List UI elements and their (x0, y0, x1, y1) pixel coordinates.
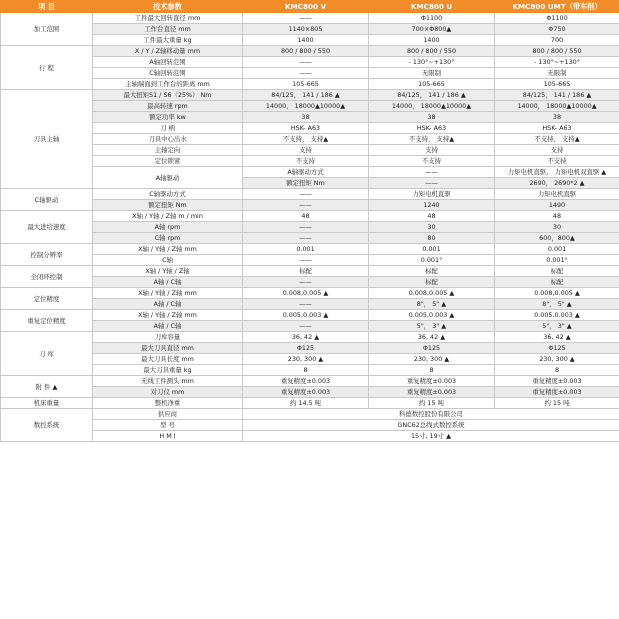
param-cell: 刀库容量 (93, 332, 243, 343)
value-cell: 8 (369, 365, 495, 376)
table-row (1, 277, 619, 288)
value-cell: 8"， 5" ▲ (369, 299, 495, 310)
value-cell: 105-665 (369, 79, 495, 90)
value-cell: 105-665 (495, 79, 619, 90)
table-row (1, 90, 619, 101)
category-cell: 定位精度 (1, 288, 93, 310)
table-row (1, 332, 619, 343)
table-row (1, 200, 619, 211)
value-cell: 2690， 2690*2 ▲ (495, 178, 619, 189)
value-cell: 力矩电机直驱， 力矩电机双直驱 ▲ (495, 167, 619, 178)
param-cell: C轴回转范围 (93, 68, 243, 79)
value-cell: —— (243, 255, 369, 266)
value-cell: Φ750 (495, 24, 619, 35)
param-cell: 供应商 (93, 409, 243, 420)
table-row (1, 167, 619, 178)
table-row (1, 189, 619, 200)
param-cell: A轴 rpm (93, 222, 243, 233)
value-cell: 48 (369, 211, 495, 222)
header-param: 技术参数 (93, 1, 243, 13)
value-cell: 84/125， 141 / 186 ▲ (369, 90, 495, 101)
value-cell: 8 (495, 365, 619, 376)
value-cell: —— (243, 233, 369, 244)
value-cell: 不支持， 支持▲ (495, 134, 619, 145)
value-cell: 80 (369, 233, 495, 244)
value-cell: 标配 (369, 277, 495, 288)
param-cell: C轴 rpm (93, 233, 243, 244)
value-cell: —— (243, 277, 369, 288)
param-cell: 额定功率 kw (93, 112, 243, 123)
value-cell: HSK- A63 (495, 123, 619, 134)
table-row (1, 376, 619, 387)
value-cell: 0.008,0.005 ▲ (243, 288, 369, 299)
value-cell: 14000， 18000▲10000▲ (369, 101, 495, 112)
table-row (1, 244, 619, 255)
value-cell: 230, 300 ▲ (243, 354, 369, 365)
value-cell: 0.008,0.005 ▲ (495, 288, 619, 299)
value-cell: Φ125 (243, 343, 369, 354)
header-model-u: KMC800 U (369, 1, 495, 13)
value-cell: 36, 42 ▲ (243, 332, 369, 343)
param-cell: 主轴端面到工作台的距离 mm (93, 79, 243, 90)
header-row (1, 1, 619, 13)
table-row (1, 387, 619, 398)
category-cell: 附 件 ▲ (1, 376, 93, 398)
value-cell: 不支持， 支持▲ (243, 134, 369, 145)
table-row (1, 211, 619, 222)
value-cell: 科德数控股份有限公司 (243, 409, 619, 420)
value-cell: 1400 (243, 35, 369, 46)
value-cell: 支持 (369, 145, 495, 156)
value-cell: 600，800▲ (495, 233, 619, 244)
value-cell: 30 (369, 222, 495, 233)
value-cell: 38 (495, 112, 619, 123)
param-cell: 最大刀具长度 mm (93, 354, 243, 365)
category-cell: A轴驱动 (93, 167, 243, 189)
value-cell: 8"， 5" ▲ (495, 299, 619, 310)
category-cell: 刀具主轴 (1, 90, 93, 189)
table-row (1, 24, 619, 35)
value-cell: 84/125， 141 / 186 ▲ (243, 90, 369, 101)
table-row (1, 266, 619, 277)
category-cell: 加工范围 (1, 13, 93, 46)
param-cell: 额定扭矩 Nm (93, 200, 243, 211)
value-cell: 36, 42 ▲ (369, 332, 495, 343)
table-row (1, 112, 619, 123)
value-cell: 标配 (495, 266, 619, 277)
param-cell: X轴 / Y轴 / Z轴 (93, 266, 243, 277)
value-cell: HSK- A63 (369, 123, 495, 134)
value-cell: 标配 (243, 266, 369, 277)
value-cell: 不支持 (369, 156, 495, 167)
table-row (1, 79, 619, 90)
header-model-umt: KMC800 UMT（带车削） (495, 1, 619, 13)
value-cell: 0.001 (495, 244, 619, 255)
param-cell: 最大扭矩S1 / S6（25%） Nm (93, 90, 243, 101)
param-cell: 工件最大回转直径 mm (93, 13, 243, 24)
param-cell: 最高转速 rpm (93, 101, 243, 112)
value-cell: 0.001° (369, 255, 495, 266)
param-cell: A轴 / C轴 (93, 299, 243, 310)
table-row (1, 321, 619, 332)
value-cell: HSK- A63 (243, 123, 369, 134)
value-cell: Φ1100 (369, 13, 495, 24)
param-cell: A轴驱动方式 (243, 167, 369, 178)
value-cell: 重复精度±0.003 (243, 387, 369, 398)
value-cell: 8 (243, 365, 369, 376)
value-cell: 15寸, 19寸 ▲ (243, 431, 619, 442)
param-cell: 工件最大重量 kg (93, 35, 243, 46)
value-cell: 无限制 (495, 68, 619, 79)
value-cell: 48 (243, 211, 369, 222)
table-row (1, 222, 619, 233)
value-cell: 重复精度±0.003 (495, 376, 619, 387)
param-cell: 型 号 (93, 420, 243, 431)
param-cell: X轴 / Y轴 / Z轴 mm (93, 288, 243, 299)
value-cell: —— (243, 222, 369, 233)
value-cell: 力矩电机直驱 (369, 189, 495, 200)
param-cell: 工作台直径 mm (93, 24, 243, 35)
value-cell: 0.008,0.005 ▲ (369, 288, 495, 299)
table-row (1, 310, 619, 321)
param-cell: A轴 / C轴 (93, 277, 243, 288)
table-row (1, 409, 619, 420)
value-cell: 力矩电机直驱 (495, 189, 619, 200)
value-cell: 48 (495, 211, 619, 222)
param-cell: C轴 (93, 255, 243, 266)
value-cell: 36, 42 ▲ (495, 332, 619, 343)
category-cell: 刀 库 (1, 332, 93, 376)
param-cell: X / Y / Z轴移动量 mm (93, 46, 243, 57)
value-cell: 14000， 18000▲10000▲ (243, 101, 369, 112)
value-cell: 不支持 (495, 156, 619, 167)
param-cell: X轴 / Y轴 / Z轴 mm (93, 310, 243, 321)
value-cell: Φ1100 (495, 13, 619, 24)
value-cell: 1400 (369, 35, 495, 46)
value-cell: —— (243, 200, 369, 211)
table-row (1, 145, 619, 156)
param-cell: A轴回转范围 (93, 57, 243, 68)
value-cell: 230, 300 ▲ (495, 354, 619, 365)
value-cell: 0.001 (369, 244, 495, 255)
value-cell: 700 (495, 35, 619, 46)
table-row (1, 343, 619, 354)
table-row (1, 13, 619, 24)
value-cell: 800 / 800 / 550 (243, 46, 369, 57)
table-row (1, 46, 619, 57)
value-cell: 5"， 3" ▲ (369, 321, 495, 332)
value-cell: 重复精度±0.003 (243, 376, 369, 387)
value-cell: 800 / 800 / 550 (369, 46, 495, 57)
param-cell: 对刀仪 mm (93, 387, 243, 398)
category-cell: C轴驱动 (1, 189, 93, 211)
param-cell: X轴 / Y轴 / Z轴 m / min (93, 211, 243, 222)
param-cell: 主轴定向 (93, 145, 243, 156)
value-cell: 14000， 18000▲10000▲ (495, 101, 619, 112)
table-row (1, 288, 619, 299)
value-cell: 约 15 吨 (369, 398, 495, 409)
category-cell: 最大进给速度 (1, 211, 93, 244)
value-cell: 800 / 800 / 550 (495, 46, 619, 57)
value-cell: —— (243, 68, 369, 79)
param-cell: 最大刀具直径 mm (93, 343, 243, 354)
value-cell: 约 14.5 吨 (243, 398, 369, 409)
table-row (1, 354, 619, 365)
param-cell: 额定扭矩 Nm (243, 178, 369, 189)
table-row (1, 255, 619, 266)
value-cell: 0.001° (495, 255, 619, 266)
value-cell: 标配 (369, 266, 495, 277)
table-row (1, 365, 619, 376)
value-cell: 0.005,0.003 ▲ (369, 310, 495, 321)
value-cell: 约 15 吨 (495, 398, 619, 409)
value-cell: 0.005,0.003 ▲ (243, 310, 369, 321)
value-cell: 84/125， 141 / 186 ▲ (495, 90, 619, 101)
value-cell: 1240 (369, 200, 495, 211)
value-cell: 1140×805 (243, 24, 369, 35)
category-cell: 控制分辨率 (1, 244, 93, 266)
category-cell: 重复定位精度 (1, 310, 93, 332)
value-cell: —— (243, 13, 369, 24)
value-cell: 38 (369, 112, 495, 123)
table-row (1, 233, 619, 244)
value-cell: 标配 (495, 277, 619, 288)
spec-body (1, 13, 619, 442)
value-cell: 不支持， 支持▲ (369, 134, 495, 145)
param-cell: H M I (93, 431, 243, 442)
table-row (1, 123, 619, 134)
value-cell: GNC62总线式数控系统 (243, 420, 619, 431)
value-cell: 230, 300 ▲ (369, 354, 495, 365)
value-cell: —— (243, 57, 369, 68)
value-cell: - 130°~+130° (495, 57, 619, 68)
header-model-v: KMC800 V (243, 1, 369, 13)
category-cell: 数控系统 (1, 409, 93, 442)
param-cell: X轴 / Y轴 / Z轴 mm (93, 244, 243, 255)
param-cell: C轴驱动方式 (93, 189, 243, 200)
value-cell: 无限制 (369, 68, 495, 79)
value-cell: 重复精度±0.003 (495, 387, 619, 398)
value-cell: 700×Φ800▲ (369, 24, 495, 35)
value-cell: 0.001 (243, 244, 369, 255)
value-cell: 重复精度±0.003 (369, 387, 495, 398)
value-cell: —— (369, 167, 495, 178)
value-cell: 30 (495, 222, 619, 233)
table-row (1, 299, 619, 310)
category-cell: 机床重量 (1, 398, 93, 409)
param-cell: A轴 / C轴 (93, 321, 243, 332)
table-row (1, 101, 619, 112)
value-cell: - 130°~+130° (369, 57, 495, 68)
value-cell: —— (243, 189, 369, 200)
param-cell: 刀具中心出水 (93, 134, 243, 145)
value-cell: 1490 (495, 200, 619, 211)
param-cell: 整机净重 (93, 398, 243, 409)
param-cell: 定位锁紧 (93, 156, 243, 167)
value-cell: 支持 (495, 145, 619, 156)
value-cell: 105-665 (243, 79, 369, 90)
table-row (1, 57, 619, 68)
table-row (1, 68, 619, 79)
param-cell: 最大刀具重量 kg (93, 365, 243, 376)
value-cell: 5"， 3" ▲ (495, 321, 619, 332)
category-cell: 行 程 (1, 46, 93, 90)
table-row (1, 134, 619, 145)
value-cell: Φ125 (369, 343, 495, 354)
table-row (1, 35, 619, 46)
table-row (1, 431, 619, 442)
param-cell: 无线工件测头 mm (93, 376, 243, 387)
header-item: 项 目 (1, 1, 93, 13)
value-cell: 支持 (243, 145, 369, 156)
value-cell: Φ125 (495, 343, 619, 354)
value-cell: —— (243, 321, 369, 332)
table-row (1, 156, 619, 167)
value-cell: 38 (243, 112, 369, 123)
value-cell: 0.005,0.003 ▲ (495, 310, 619, 321)
table-row (1, 420, 619, 431)
value-cell: —— (243, 299, 369, 310)
value-cell: 不支持 (243, 156, 369, 167)
value-cell: —— (369, 178, 495, 189)
table-row (1, 398, 619, 409)
value-cell: 重复精度±0.003 (369, 376, 495, 387)
category-cell: 全闭环控制 (1, 266, 93, 288)
param-cell: 刀 柄 (93, 123, 243, 134)
